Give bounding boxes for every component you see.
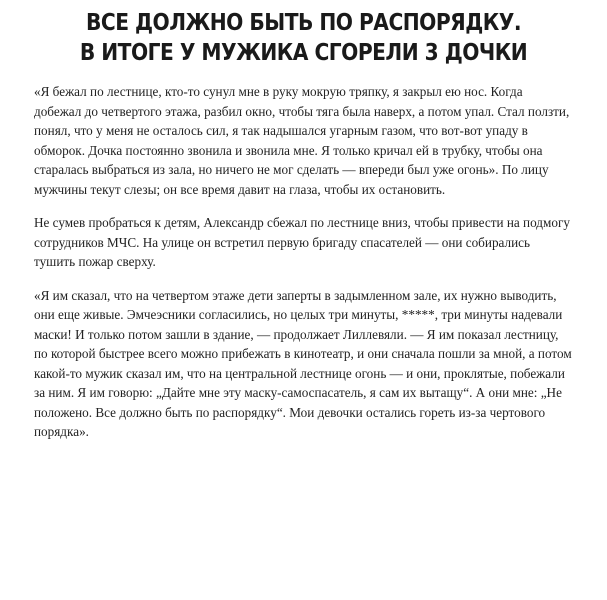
headline-line-2: В ИТОГЕ У МУЖИКА СГОРЕЛИ 3 ДОЧКИ xyxy=(79,40,528,66)
headline-line-1: ВСЕ ДОЛЖНО БЫТЬ ПО РАСПОРЯДКУ. xyxy=(86,10,521,36)
paragraph-2: Не сумев пробраться к детям, Александр сбежал по лестнице вниз, чтобы привести на подмогу сотрудников МЧС. На улице он встретил первую бригаду спасателей — они собирались тушить пожар сверху. xyxy=(34,215,570,269)
paragraph-1: «Я бежал по лестнице, кто-то сунул мне в руку мокрую тряпку, я закрыл ею нос. Когда добежал до четвертого этажа, разбил окно, чтобы тяга была наверх, а потом упал. Стал ползти, понял, что у меня не осталось сил, я так надышался угарным газом, что вот-вот упаду в обморок. Дочка постоянно звонила и звонила мне. Я только кричал ей в трубку, чтобы она старалась выбраться из зала, но ничего не мог сделать — впереди был уже огонь». По лицу мужчины текут слезы; он все время давит на глаза, чтобы их остановить. xyxy=(34,84,570,197)
headline xyxy=(34,8,573,68)
paragraph-3: «Я им сказал, что на четвертом этаже дети заперты в задымленном зале, их нужно выводить, они еще живые. Эмчеэсники согласились, но целых три минуты, *****, три минуты надевали маски! И только потом зашли в здание, — продолжает Лиллевяли. — Я им показал лестницу, по которой быстрее всего можно прибежать в кинотеатр, и они сначала пошли за мной, а потом какой-то мужик сказал им, что на центральной лестнице огонь — и они, проклятые, побежали за ним. Я им говорю: „Дайте мне эту маску-самоспасатель, я сам их вытащу“. А они мне: „Не положено. Все должно быть по распорядку“. Мои девочки остались гореть из-за чертового порядка». xyxy=(34,287,572,439)
